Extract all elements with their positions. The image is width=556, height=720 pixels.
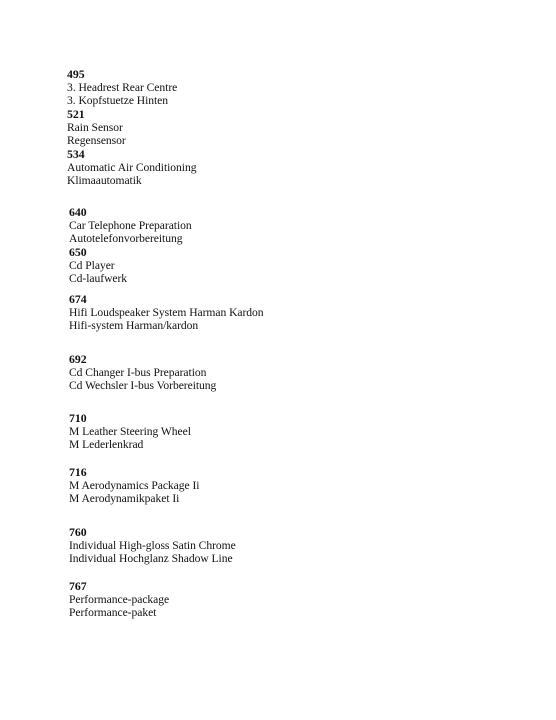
option-german: M Lederlenkrad [69,438,144,451]
option-entry-640 [69,206,529,245]
option-entry-760 [69,526,529,565]
option-code: 674 [69,292,87,306]
option-english: Hifi Loudspeaker System Harman Kardon [69,306,264,319]
option-entry-521 [67,108,527,147]
option-german: M Aerodynamikpaket Ii [69,492,180,505]
option-entry-534 [67,148,527,187]
option-german: Cd Wechsler I-bus Vorbereitung [69,379,217,392]
option-code: 767 [69,579,87,593]
option-german: 3. Kopfstuetze Hinten [67,94,169,107]
option-english: Individual High-gloss Satin Chrome [69,539,236,552]
option-code: 495 [67,67,85,81]
option-english: Performance-package [69,593,170,606]
option-german: Performance-paket [69,606,157,619]
option-entry-692 [69,353,529,392]
option-english: Car Telephone Preparation [69,219,192,232]
option-german: Hifi-system Harman/kardon [69,319,199,332]
option-english: Rain Sensor [67,121,123,134]
option-code: 716 [69,465,87,479]
option-entry-710 [69,412,529,451]
option-code: 650 [69,245,87,259]
option-english: M Leather Steering Wheel [69,425,191,438]
option-code: 534 [67,147,85,161]
option-german: Regensensor [67,134,126,147]
option-entry-767 [69,580,529,619]
option-code: 640 [69,205,87,219]
option-german: Cd-laufwerk [69,272,128,285]
option-german: Autotelefonvorbereitung [69,232,183,245]
option-german: Klimaautomatik [67,174,142,187]
option-english: M Aerodynamics Package Ii [69,479,200,492]
option-english: Automatic Air Conditioning [67,161,197,174]
option-english: Cd Player [69,259,115,272]
option-code: 521 [67,107,85,121]
option-entry-674 [69,293,529,332]
option-code: 710 [69,411,87,425]
option-entry-650 [69,246,529,285]
option-german: Individual Hochglanz Shadow Line [69,552,233,565]
option-code: 760 [69,525,87,539]
option-entry-716 [69,466,529,505]
option-entry-495 [67,68,527,107]
option-english: Cd Changer I-bus Preparation [69,366,207,379]
option-code: 692 [69,352,87,366]
option-english: 3. Headrest Rear Centre [67,81,178,94]
